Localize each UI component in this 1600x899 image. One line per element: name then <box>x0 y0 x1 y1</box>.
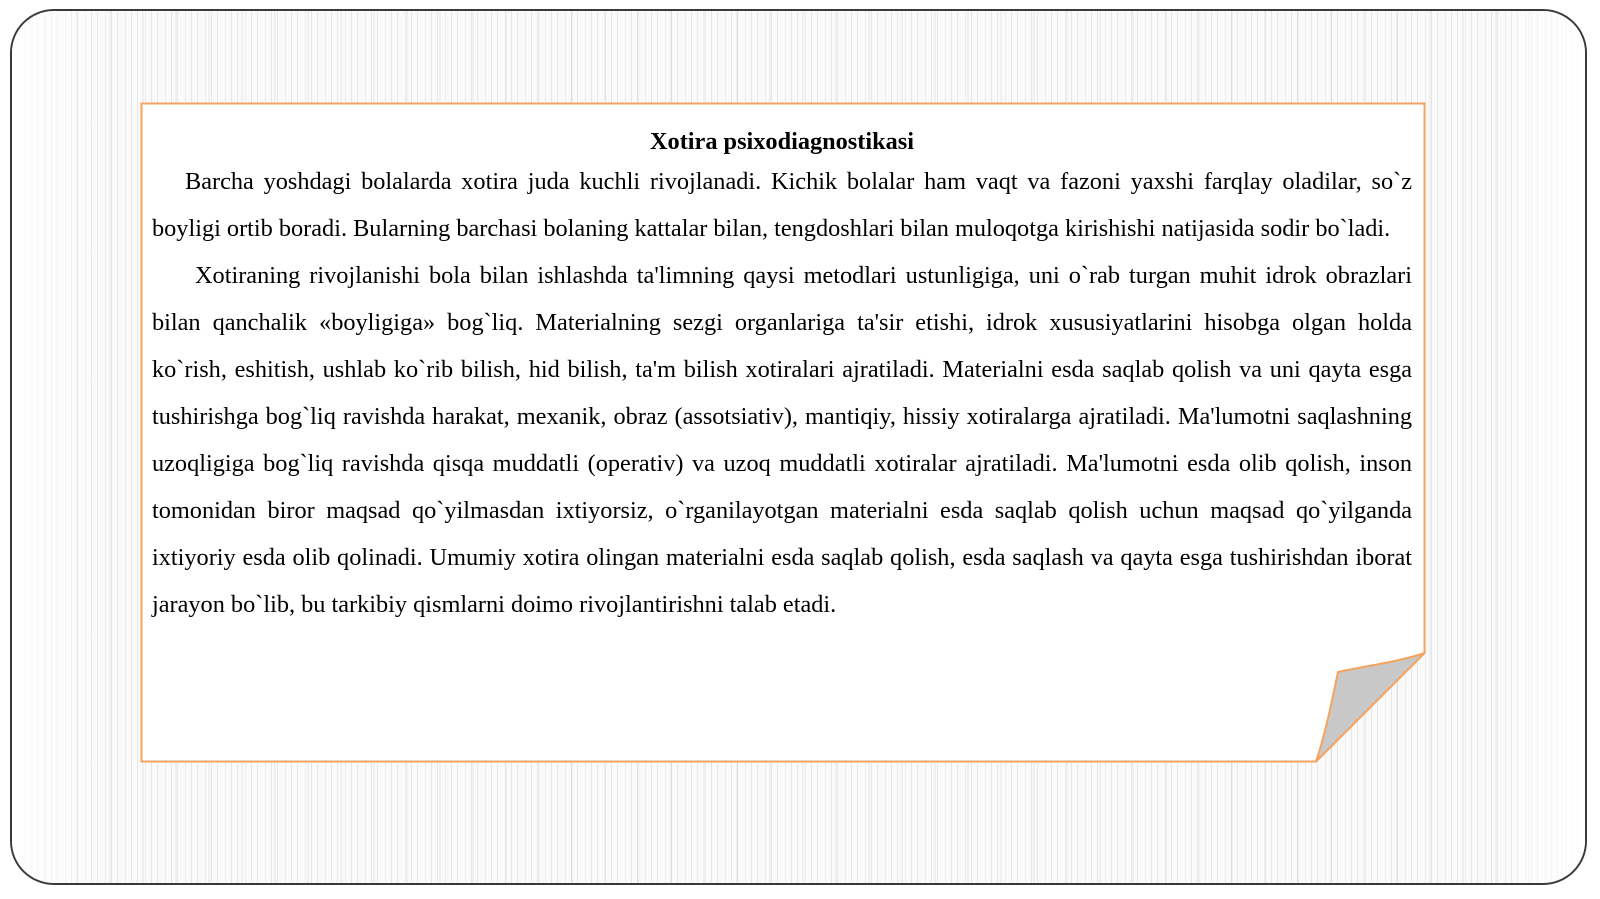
document-body <box>152 126 1412 628</box>
paper-card <box>140 102 1426 763</box>
paragraph-1: Barcha yoshdagi bolalarda xotira juda kuchli rivojlanadi. Kichik bolalar ham vaqt va fazoni yaxshi farqlay oladilar, so`z boyligi ortib boradi. Bularning barchasi bolaning kattalar bilan, tengdoshlari bilan muloqotga kirishishi natijasida sodir bo`ladi. <box>152 168 1412 242</box>
document-title: Xotira psixodiagnostikasi <box>650 128 914 155</box>
paragraph-2: Xotiraning rivojlanishi bola bilan ishlashda ta'limning qaysi metodlari ustunligiga, uni o`rab turgan muhit idrok obrazlari bilan qanchalik «boyligiga» bog`liq. Materialning sezgi organlariga ta'sir etishi, idrok xususiyatlarini hisobga olgan holda ko`rish, eshitish, ushlab ko`rib bilish, hid bilish, ta'm bilish xotiralari ajratiladi. Materialni esda saqlab qolish va uni qayta esga tushirishga bog`liq ravishda harakat, mexanik, obraz (assotsiativ), mantiqiy, hissiy xotiralarga ajratiladi. Ma'lumotni saqlashning uzoqligiga bog`liq ravishda qisqa muddatli (operativ) va uzoq muddatli xotiralar ajratiladi. Ma'lumotni esda olib qolish, inson tomonidan biror maqsad qo`yilmasdan ixtiyorsiz, o`rganilayotgan materialni esda saqlab qolish uchun maqsad qo`yilganda ixtiyoriy esda olib qolinadi. Umumiy xotira olingan materialni esda saqlab qolish, esda saqlash va qayta esga tushirishdan iborat jarayon bo`lib, bu tarkibiy qismlarni doimo rivojlantirishni talab etadi. <box>152 262 1412 618</box>
